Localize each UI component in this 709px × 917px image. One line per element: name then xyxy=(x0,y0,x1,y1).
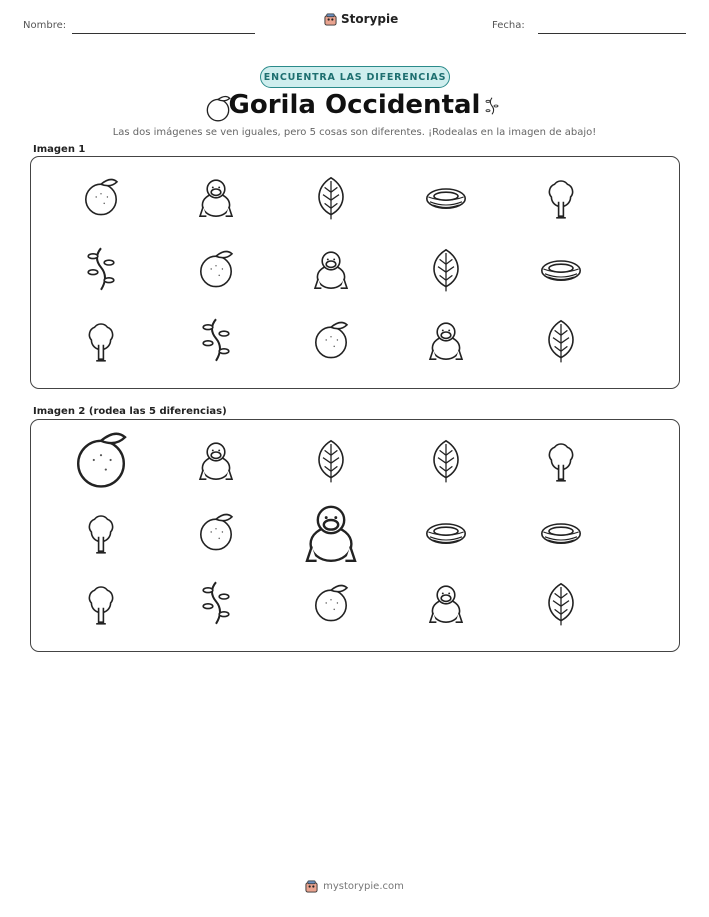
nest-icon xyxy=(537,245,585,293)
picture-cell xyxy=(301,167,361,227)
gorilla-icon xyxy=(422,579,470,627)
picture-cell xyxy=(531,310,591,370)
leaf-icon xyxy=(537,316,585,364)
diff-cell[interactable] xyxy=(416,573,476,633)
diff-cell[interactable] xyxy=(301,573,361,633)
leaf-icon xyxy=(307,173,355,221)
tree-icon xyxy=(77,316,125,364)
picture-cell xyxy=(416,239,476,299)
diff-cell[interactable] xyxy=(301,502,361,562)
orange-icon xyxy=(77,173,125,221)
picture-cell xyxy=(186,239,246,299)
badge: ENCUENTRA LAS DIFERENCIAS xyxy=(260,66,450,88)
diff-cell[interactable] xyxy=(531,573,591,633)
diff-cell[interactable] xyxy=(71,502,131,562)
vine-icon xyxy=(482,90,502,122)
brand-name: Storypie xyxy=(341,12,399,26)
orange-icon xyxy=(65,424,137,496)
diff-cell[interactable] xyxy=(301,430,361,490)
section1-label: Imagen 1 xyxy=(33,144,86,155)
diff-cell[interactable] xyxy=(186,573,246,633)
nest-icon xyxy=(537,508,585,556)
leaf-icon xyxy=(307,436,355,484)
diff-cell[interactable] xyxy=(416,430,476,490)
picture-cell xyxy=(186,310,246,370)
picture-cell xyxy=(416,310,476,370)
gorilla-icon xyxy=(422,316,470,364)
picture-panel-1 xyxy=(30,156,680,389)
tree-icon xyxy=(77,579,125,627)
footer-url[interactable]: mystorypie.com xyxy=(323,881,404,892)
section2-label: Imagen 2 (rodea las 5 diferencias) xyxy=(33,406,227,417)
leaf-icon xyxy=(422,245,470,293)
footer xyxy=(0,880,709,893)
gorilla-icon xyxy=(307,245,355,293)
name-field[interactable] xyxy=(72,33,255,34)
name-label: Nombre: xyxy=(23,20,67,31)
picture-cell xyxy=(301,310,361,370)
gorilla-icon xyxy=(295,496,367,568)
diff-cell[interactable] xyxy=(531,430,591,490)
date-field[interactable] xyxy=(538,33,686,34)
picture-cell xyxy=(71,310,131,370)
leaf-icon xyxy=(422,436,470,484)
diff-cell[interactable] xyxy=(531,502,591,562)
nest-icon xyxy=(422,173,470,221)
picture-cell xyxy=(71,167,131,227)
diff-cell[interactable] xyxy=(71,573,131,633)
picture-cell xyxy=(301,239,361,299)
orange-icon xyxy=(307,316,355,364)
tree-icon xyxy=(537,173,585,221)
tree-icon xyxy=(537,436,585,484)
diff-cell[interactable] xyxy=(416,502,476,562)
date-label: Fecha: xyxy=(492,20,525,31)
vine-icon xyxy=(192,316,240,364)
gorilla-icon xyxy=(192,436,240,484)
gorilla-icon xyxy=(192,173,240,221)
orange-icon xyxy=(307,579,355,627)
picture-cell xyxy=(531,239,591,299)
storypie-logo-icon xyxy=(305,880,318,893)
vine-icon xyxy=(77,245,125,293)
tree-icon xyxy=(77,508,125,556)
picture-panel-2[interactable] xyxy=(30,419,680,652)
instructions: Las dos imágenes se ven iguales, pero 5 cosas son diferentes. ¡Rodealas en la imagen de abajo! xyxy=(112,127,597,138)
diff-cell[interactable] xyxy=(186,502,246,562)
vine-icon xyxy=(192,579,240,627)
orange-icon xyxy=(192,508,240,556)
picture-cell xyxy=(71,239,131,299)
diff-cell[interactable] xyxy=(71,430,131,490)
diff-cell[interactable] xyxy=(186,430,246,490)
leaf-icon xyxy=(537,579,585,627)
nest-icon xyxy=(422,508,470,556)
picture-cell xyxy=(531,167,591,227)
storypie-logo-icon xyxy=(324,13,337,26)
picture-cell xyxy=(416,167,476,227)
picture-cell xyxy=(186,167,246,227)
page-title: Gorila Occidental xyxy=(228,90,481,120)
orange-icon xyxy=(192,245,240,293)
brand-logo xyxy=(324,12,398,26)
